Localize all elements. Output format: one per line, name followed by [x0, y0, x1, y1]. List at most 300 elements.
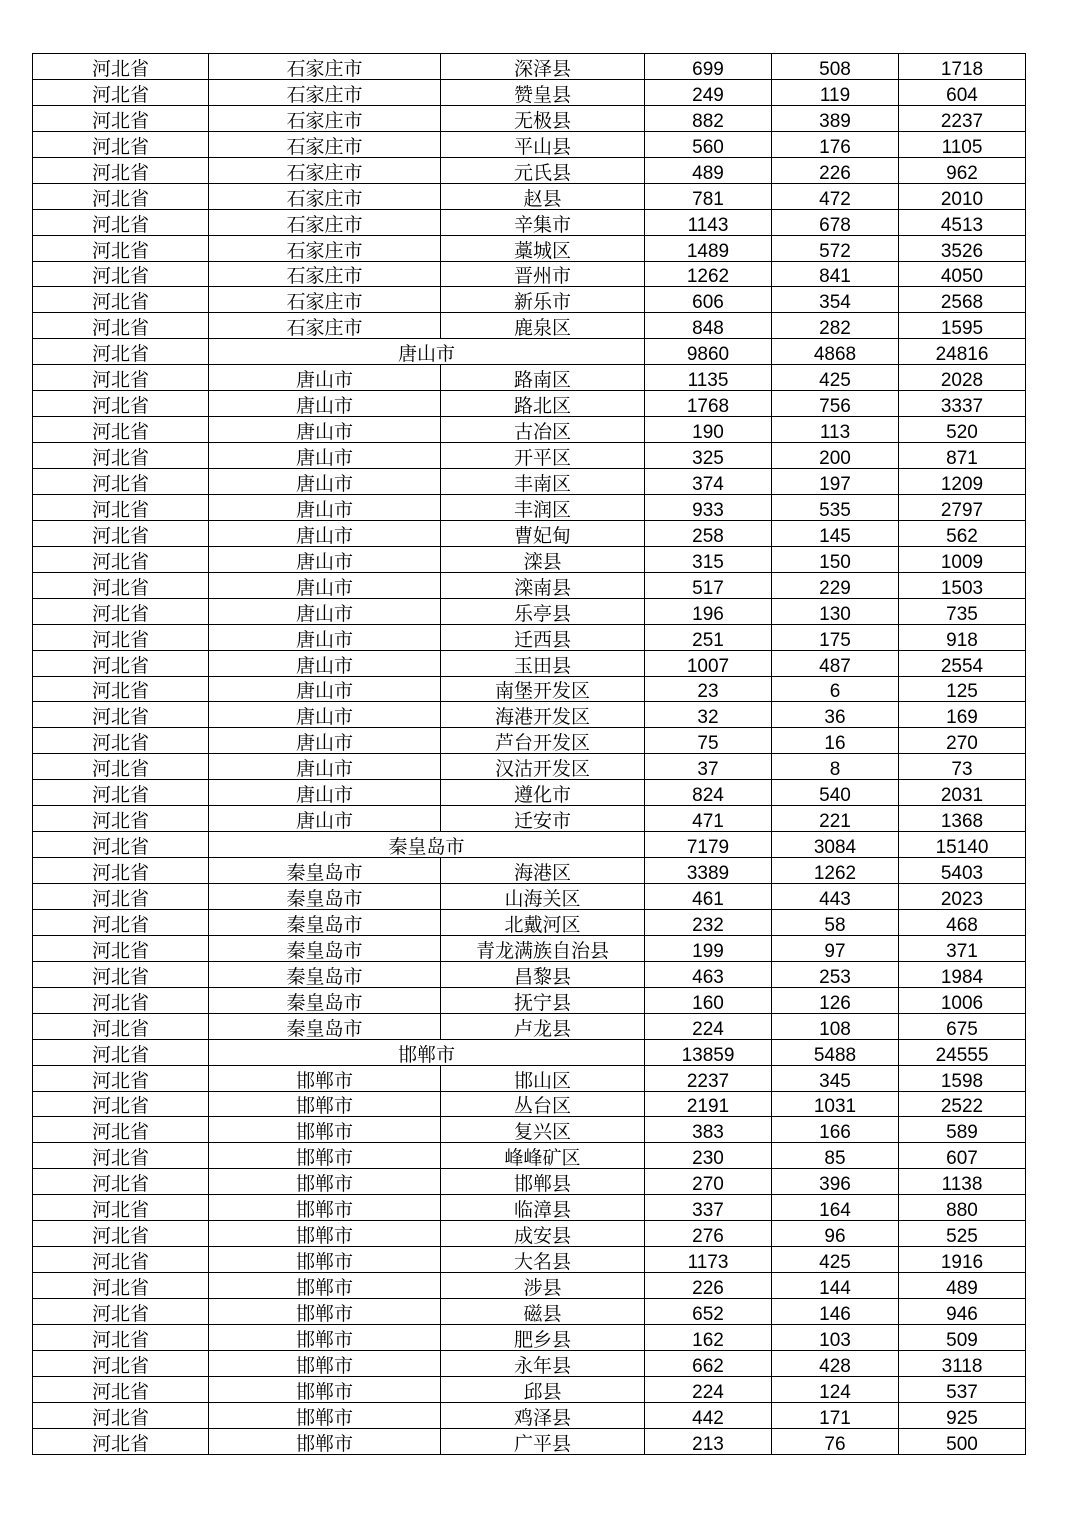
table-row [33, 520, 1026, 546]
value2-cell: 756 [772, 391, 899, 417]
value3-cell: 489 [899, 1273, 1026, 1299]
table-row [33, 1065, 1026, 1091]
county-cell: 藁城区 [441, 235, 645, 261]
city-cell: 石家庄市 [209, 209, 441, 235]
statistics-table [32, 53, 1026, 1455]
value1-cell: 781 [645, 183, 772, 209]
table-row [33, 313, 1026, 339]
table-row [33, 676, 1026, 702]
table-row [33, 417, 1026, 443]
value2-cell: 145 [772, 520, 899, 546]
value3-cell: 2028 [899, 365, 1026, 391]
county-cell: 路南区 [441, 365, 645, 391]
table-row [33, 1117, 1026, 1143]
province-cell: 河北省 [33, 754, 209, 780]
city-cell: 邯郸市 [209, 1065, 441, 1091]
province-cell: 河北省 [33, 1402, 209, 1428]
county-cell: 元氏县 [441, 157, 645, 183]
city-cell: 邯郸市 [209, 1324, 441, 1350]
value1-cell: 560 [645, 131, 772, 157]
value2-cell: 171 [772, 1402, 899, 1428]
province-cell: 河北省 [33, 131, 209, 157]
province-cell: 河北省 [33, 806, 209, 832]
county-cell: 赞皇县 [441, 79, 645, 105]
county-cell: 遵化市 [441, 780, 645, 806]
value2-cell: 97 [772, 935, 899, 961]
province-cell: 河北省 [33, 1299, 209, 1325]
county-cell: 芦台开发区 [441, 728, 645, 754]
province-cell: 河北省 [33, 313, 209, 339]
province-cell: 河北省 [33, 832, 209, 858]
province-cell: 河北省 [33, 235, 209, 261]
value2-cell: 146 [772, 1299, 899, 1325]
value1-cell: 258 [645, 520, 772, 546]
value2-cell: 1262 [772, 858, 899, 884]
value1-cell: 1768 [645, 391, 772, 417]
table-row [33, 935, 1026, 961]
table-row [33, 1195, 1026, 1221]
value3-cell: 962 [899, 157, 1026, 183]
province-cell: 河北省 [33, 728, 209, 754]
table-row [33, 494, 1026, 520]
province-cell: 河北省 [33, 494, 209, 520]
value2-cell: 200 [772, 443, 899, 469]
value2-cell: 6 [772, 676, 899, 702]
city-summary-row [33, 1039, 1026, 1065]
county-cell: 成安县 [441, 1221, 645, 1247]
city-cell: 邯郸市 [209, 1169, 441, 1195]
table-row [33, 754, 1026, 780]
value2-cell: 428 [772, 1350, 899, 1376]
value1-cell: 230 [645, 1143, 772, 1169]
city-cell: 唐山市 [209, 572, 441, 598]
province-cell: 河北省 [33, 1117, 209, 1143]
value1-cell: 199 [645, 935, 772, 961]
value3-cell: 5403 [899, 858, 1026, 884]
province-cell: 河北省 [33, 183, 209, 209]
city-cell: 石家庄市 [209, 105, 441, 131]
table-row [33, 1376, 1026, 1402]
value1-cell: 37 [645, 754, 772, 780]
table-row [33, 105, 1026, 131]
value2-cell: 221 [772, 806, 899, 832]
table-row [33, 79, 1026, 105]
province-cell: 河北省 [33, 1247, 209, 1273]
value1-cell: 442 [645, 1402, 772, 1428]
city-cell: 邯郸市 [209, 1091, 441, 1117]
value1-cell: 75 [645, 728, 772, 754]
value2-cell: 841 [772, 261, 899, 287]
county-cell: 青龙满族自治县 [441, 935, 645, 961]
table-row [33, 391, 1026, 417]
value1-cell: 1143 [645, 209, 772, 235]
value3-cell: 607 [899, 1143, 1026, 1169]
county-cell: 辛集市 [441, 209, 645, 235]
value1-cell: 383 [645, 1117, 772, 1143]
value2-cell: 487 [772, 650, 899, 676]
value3-cell: 24816 [899, 339, 1026, 365]
city-cell: 邯郸市 [209, 1350, 441, 1376]
value1-cell: 325 [645, 443, 772, 469]
value2-cell: 572 [772, 235, 899, 261]
province-cell: 河北省 [33, 1039, 209, 1065]
table-row [33, 1324, 1026, 1350]
city-cell: 石家庄市 [209, 235, 441, 261]
county-cell: 复兴区 [441, 1117, 645, 1143]
county-cell: 丰南区 [441, 469, 645, 495]
value3-cell: 2023 [899, 884, 1026, 910]
county-cell: 磁县 [441, 1299, 645, 1325]
province-cell: 河北省 [33, 157, 209, 183]
city-total-cell: 秦皇岛市 [209, 832, 645, 858]
province-cell: 河北省 [33, 702, 209, 728]
value1-cell: 23 [645, 676, 772, 702]
city-cell: 石家庄市 [209, 183, 441, 209]
value1-cell: 517 [645, 572, 772, 598]
value1-cell: 224 [645, 1376, 772, 1402]
city-cell: 唐山市 [209, 624, 441, 650]
city-cell: 唐山市 [209, 702, 441, 728]
value2-cell: 176 [772, 131, 899, 157]
value2-cell: 197 [772, 469, 899, 495]
value3-cell: 2237 [899, 105, 1026, 131]
table-row [33, 209, 1026, 235]
value3-cell: 1209 [899, 469, 1026, 495]
city-cell: 秦皇岛市 [209, 987, 441, 1013]
province-cell: 河北省 [33, 598, 209, 624]
province-cell: 河北省 [33, 520, 209, 546]
county-cell: 山海关区 [441, 884, 645, 910]
value2-cell: 113 [772, 417, 899, 443]
value2-cell: 36 [772, 702, 899, 728]
city-cell: 秦皇岛市 [209, 935, 441, 961]
value1-cell: 652 [645, 1299, 772, 1325]
city-cell: 石家庄市 [209, 287, 441, 313]
value2-cell: 4868 [772, 339, 899, 365]
value3-cell: 3118 [899, 1350, 1026, 1376]
table-row [33, 806, 1026, 832]
value1-cell: 251 [645, 624, 772, 650]
value1-cell: 933 [645, 494, 772, 520]
province-cell: 河北省 [33, 417, 209, 443]
value1-cell: 213 [645, 1428, 772, 1454]
value3-cell: 604 [899, 79, 1026, 105]
value3-cell: 1598 [899, 1065, 1026, 1091]
value1-cell: 270 [645, 1169, 772, 1195]
province-cell: 河北省 [33, 1091, 209, 1117]
table-row [33, 131, 1026, 157]
province-cell: 河北省 [33, 391, 209, 417]
table-row [33, 572, 1026, 598]
value2-cell: 130 [772, 598, 899, 624]
value3-cell: 3337 [899, 391, 1026, 417]
county-cell: 鹿泉区 [441, 313, 645, 339]
value3-cell: 1368 [899, 806, 1026, 832]
county-cell: 广平县 [441, 1428, 645, 1454]
table-row [33, 884, 1026, 910]
value1-cell: 7179 [645, 832, 772, 858]
value1-cell: 1007 [645, 650, 772, 676]
county-cell: 平山县 [441, 131, 645, 157]
value3-cell: 735 [899, 598, 1026, 624]
county-cell: 肥乡县 [441, 1324, 645, 1350]
city-cell: 石家庄市 [209, 261, 441, 287]
value2-cell: 354 [772, 287, 899, 313]
province-cell: 河北省 [33, 624, 209, 650]
county-cell: 开平区 [441, 443, 645, 469]
value3-cell: 1916 [899, 1247, 1026, 1273]
value2-cell: 76 [772, 1428, 899, 1454]
value2-cell: 345 [772, 1065, 899, 1091]
value1-cell: 374 [645, 469, 772, 495]
value2-cell: 678 [772, 209, 899, 235]
table-row [33, 54, 1026, 80]
province-cell: 河北省 [33, 1013, 209, 1039]
value2-cell: 126 [772, 987, 899, 1013]
city-cell: 秦皇岛市 [209, 858, 441, 884]
value1-cell: 489 [645, 157, 772, 183]
province-cell: 河北省 [33, 79, 209, 105]
value3-cell: 925 [899, 1402, 1026, 1428]
value3-cell: 1718 [899, 54, 1026, 80]
province-cell: 河北省 [33, 1428, 209, 1454]
city-cell: 唐山市 [209, 728, 441, 754]
table-row [33, 728, 1026, 754]
city-cell: 秦皇岛市 [209, 1013, 441, 1039]
value3-cell: 2522 [899, 1091, 1026, 1117]
value2-cell: 535 [772, 494, 899, 520]
city-cell: 唐山市 [209, 676, 441, 702]
value3-cell: 918 [899, 624, 1026, 650]
value3-cell: 946 [899, 1299, 1026, 1325]
value1-cell: 1173 [645, 1247, 772, 1273]
value2-cell: 124 [772, 1376, 899, 1402]
province-cell: 河北省 [33, 650, 209, 676]
city-cell: 邯郸市 [209, 1428, 441, 1454]
value2-cell: 85 [772, 1143, 899, 1169]
value1-cell: 276 [645, 1221, 772, 1247]
value3-cell: 270 [899, 728, 1026, 754]
province-cell: 河北省 [33, 287, 209, 313]
county-cell: 滦县 [441, 546, 645, 572]
value3-cell: 24555 [899, 1039, 1026, 1065]
city-cell: 石家庄市 [209, 54, 441, 80]
value2-cell: 226 [772, 157, 899, 183]
city-summary-row [33, 339, 1026, 365]
table-row [33, 1428, 1026, 1454]
province-cell: 河北省 [33, 676, 209, 702]
county-cell: 邯山区 [441, 1065, 645, 1091]
value1-cell: 461 [645, 884, 772, 910]
value3-cell: 4513 [899, 209, 1026, 235]
value3-cell: 1009 [899, 546, 1026, 572]
value1-cell: 190 [645, 417, 772, 443]
table-row [33, 987, 1026, 1013]
table-row [33, 1169, 1026, 1195]
county-cell: 新乐市 [441, 287, 645, 313]
city-cell: 邯郸市 [209, 1376, 441, 1402]
city-cell: 唐山市 [209, 391, 441, 417]
value3-cell: 1503 [899, 572, 1026, 598]
city-cell: 邯郸市 [209, 1402, 441, 1428]
city-cell: 石家庄市 [209, 157, 441, 183]
province-cell: 河北省 [33, 1169, 209, 1195]
value1-cell: 1135 [645, 365, 772, 391]
province-cell: 河北省 [33, 909, 209, 935]
county-cell: 路北区 [441, 391, 645, 417]
city-cell: 唐山市 [209, 806, 441, 832]
value3-cell: 1595 [899, 313, 1026, 339]
value2-cell: 16 [772, 728, 899, 754]
value1-cell: 232 [645, 909, 772, 935]
value2-cell: 175 [772, 624, 899, 650]
province-cell: 河北省 [33, 1221, 209, 1247]
value3-cell: 2568 [899, 287, 1026, 313]
province-cell: 河北省 [33, 884, 209, 910]
value1-cell: 848 [645, 313, 772, 339]
city-cell: 邯郸市 [209, 1143, 441, 1169]
county-cell: 海港开发区 [441, 702, 645, 728]
value3-cell: 537 [899, 1376, 1026, 1402]
value2-cell: 58 [772, 909, 899, 935]
value3-cell: 1006 [899, 987, 1026, 1013]
city-cell: 唐山市 [209, 417, 441, 443]
city-summary-row [33, 832, 1026, 858]
value1-cell: 882 [645, 105, 772, 131]
value3-cell: 2010 [899, 183, 1026, 209]
province-cell: 河北省 [33, 1324, 209, 1350]
value2-cell: 472 [772, 183, 899, 209]
value2-cell: 282 [772, 313, 899, 339]
value2-cell: 166 [772, 1117, 899, 1143]
value3-cell: 880 [899, 1195, 1026, 1221]
value1-cell: 3389 [645, 858, 772, 884]
city-cell: 邯郸市 [209, 1117, 441, 1143]
table-row [33, 469, 1026, 495]
table-row [33, 1247, 1026, 1273]
province-cell: 河北省 [33, 1143, 209, 1169]
province-cell: 河北省 [33, 209, 209, 235]
province-cell: 河北省 [33, 858, 209, 884]
value2-cell: 253 [772, 961, 899, 987]
value3-cell: 1138 [899, 1169, 1026, 1195]
value2-cell: 5488 [772, 1039, 899, 1065]
province-cell: 河北省 [33, 1350, 209, 1376]
value2-cell: 150 [772, 546, 899, 572]
province-cell: 河北省 [33, 105, 209, 131]
table-row [33, 261, 1026, 287]
city-cell: 秦皇岛市 [209, 909, 441, 935]
table-row [33, 1350, 1026, 1376]
province-cell: 河北省 [33, 572, 209, 598]
value3-cell: 2797 [899, 494, 1026, 520]
province-cell: 河北省 [33, 1065, 209, 1091]
city-cell: 唐山市 [209, 494, 441, 520]
value1-cell: 224 [645, 1013, 772, 1039]
value2-cell: 3084 [772, 832, 899, 858]
city-cell: 邯郸市 [209, 1221, 441, 1247]
county-cell: 南堡开发区 [441, 676, 645, 702]
table-row [33, 287, 1026, 313]
table-row [33, 1221, 1026, 1247]
county-cell: 大名县 [441, 1247, 645, 1273]
value1-cell: 2237 [645, 1065, 772, 1091]
value2-cell: 8 [772, 754, 899, 780]
county-cell: 卢龙县 [441, 1013, 645, 1039]
city-cell: 邯郸市 [209, 1273, 441, 1299]
value3-cell: 1984 [899, 961, 1026, 987]
value1-cell: 2191 [645, 1091, 772, 1117]
county-cell: 临漳县 [441, 1195, 645, 1221]
province-cell: 河北省 [33, 546, 209, 572]
province-cell: 河北省 [33, 961, 209, 987]
county-cell: 乐亭县 [441, 598, 645, 624]
county-cell: 迁西县 [441, 624, 645, 650]
value1-cell: 1489 [645, 235, 772, 261]
county-cell: 抚宁县 [441, 987, 645, 1013]
table-row [33, 365, 1026, 391]
value2-cell: 119 [772, 79, 899, 105]
province-cell: 河北省 [33, 1273, 209, 1299]
county-cell: 峰峰矿区 [441, 1143, 645, 1169]
value3-cell: 2554 [899, 650, 1026, 676]
county-cell: 丰润区 [441, 494, 645, 520]
value3-cell: 4050 [899, 261, 1026, 287]
table-row [33, 1299, 1026, 1325]
county-cell: 丛台区 [441, 1091, 645, 1117]
city-cell: 唐山市 [209, 443, 441, 469]
value1-cell: 160 [645, 987, 772, 1013]
value3-cell: 73 [899, 754, 1026, 780]
county-cell: 晋州市 [441, 261, 645, 287]
county-cell: 永年县 [441, 1350, 645, 1376]
value3-cell: 562 [899, 520, 1026, 546]
city-cell: 唐山市 [209, 365, 441, 391]
value1-cell: 226 [645, 1273, 772, 1299]
city-total-cell: 唐山市 [209, 339, 645, 365]
table-row [33, 650, 1026, 676]
city-cell: 唐山市 [209, 546, 441, 572]
province-cell: 河北省 [33, 987, 209, 1013]
county-cell: 曹妃甸 [441, 520, 645, 546]
city-cell: 唐山市 [209, 754, 441, 780]
table-row [33, 1402, 1026, 1428]
value3-cell: 1105 [899, 131, 1026, 157]
table-row [33, 183, 1026, 209]
value1-cell: 13859 [645, 1039, 772, 1065]
province-cell: 河北省 [33, 443, 209, 469]
value3-cell: 169 [899, 702, 1026, 728]
city-cell: 秦皇岛市 [209, 884, 441, 910]
value2-cell: 396 [772, 1169, 899, 1195]
city-cell: 唐山市 [209, 650, 441, 676]
value3-cell: 871 [899, 443, 1026, 469]
province-cell: 河北省 [33, 1195, 209, 1221]
value3-cell: 371 [899, 935, 1026, 961]
province-cell: 河北省 [33, 780, 209, 806]
county-cell: 无极县 [441, 105, 645, 131]
value3-cell: 589 [899, 1117, 1026, 1143]
county-cell: 海港区 [441, 858, 645, 884]
value3-cell: 468 [899, 909, 1026, 935]
value1-cell: 315 [645, 546, 772, 572]
city-cell: 秦皇岛市 [209, 961, 441, 987]
value2-cell: 389 [772, 105, 899, 131]
city-cell: 邯郸市 [209, 1195, 441, 1221]
province-cell: 河北省 [33, 339, 209, 365]
value1-cell: 463 [645, 961, 772, 987]
value3-cell: 520 [899, 417, 1026, 443]
